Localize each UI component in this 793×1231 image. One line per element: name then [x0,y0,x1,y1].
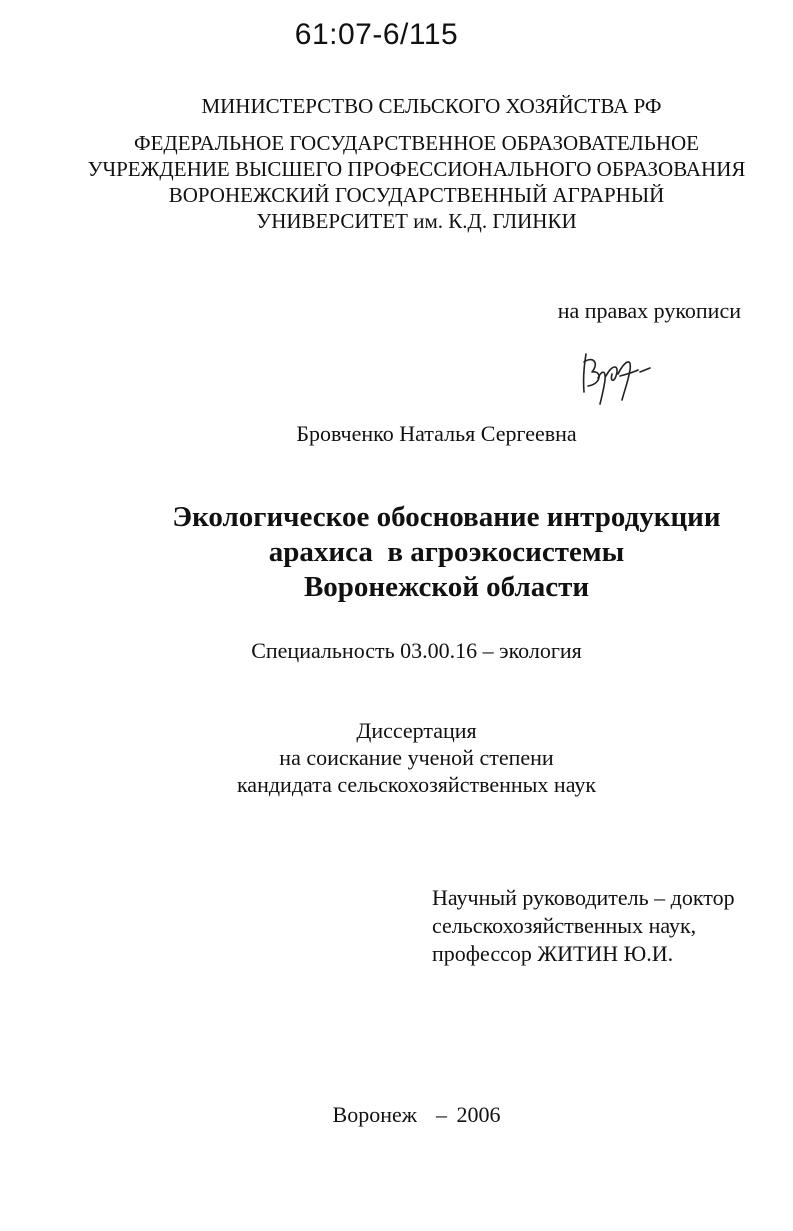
signature-icon [572,340,662,410]
degree-line-1: Диссертация [356,718,477,743]
specialty [0,638,793,664]
degree-statement [0,717,793,798]
supervisor-line-2: сельскохозяйственных наук, [432,913,697,938]
institution-line-1: ФЕДЕРАЛЬНОЕ ГОСУДАРСТВЕННОЕ ОБРАЗОВАТЕЛЬНОЕ [133,131,699,155]
dissertation-title [0,500,793,605]
title-line-3: Воронежской области [303,571,590,603]
specialty-text: Специальность 03.00.16 – экология [251,638,582,663]
ministry-heading [0,93,793,119]
institution-heading [0,130,793,234]
degree-line-2: на соискание ученой степени [279,745,554,770]
place-year-text: Воронеж – 2006 [332,1102,501,1127]
place-year [0,1102,793,1128]
institution-line-3: ВОРОНЕЖСКИЙ ГОСУДАРСТВЕННЫЙ АГРАРНЫЙ [168,183,665,207]
title-line-2: арахиса в агроэкосистемы [268,536,625,568]
degree-line-3: кандидата сельскохозяйственных наук [236,772,597,797]
supervisor-line-1: Научный руководитель – доктор [432,885,735,910]
author-name [0,421,793,447]
rights-note: на правах рукописи [557,298,741,323]
institution-line-4: УНИВЕРСИТЕТ им. К.Д. ГЛИНКИ [256,209,577,233]
supervisor-line-3: профессор ЖИТИН Ю.И. [432,941,674,966]
title-line-1: Экологическое обоснование интродукции [172,501,721,533]
catalog-code [0,18,793,52]
catalog-code-text: 61:07-6/115 [294,18,459,51]
supervisor-block [432,884,735,968]
ministry-text: МИНИСТЕРСТВО СЕЛЬСКОГО ХОЗЯЙСТВА РФ [201,94,662,118]
author-name-text: Бровченко Наталья Сергеевна [296,421,577,446]
institution-line-2: УЧРЕЖДЕНИЕ ВЫСШЕГО ПРОФЕССИОНАЛЬНОГО ОБРАЗОВАНИЯ [87,157,746,181]
